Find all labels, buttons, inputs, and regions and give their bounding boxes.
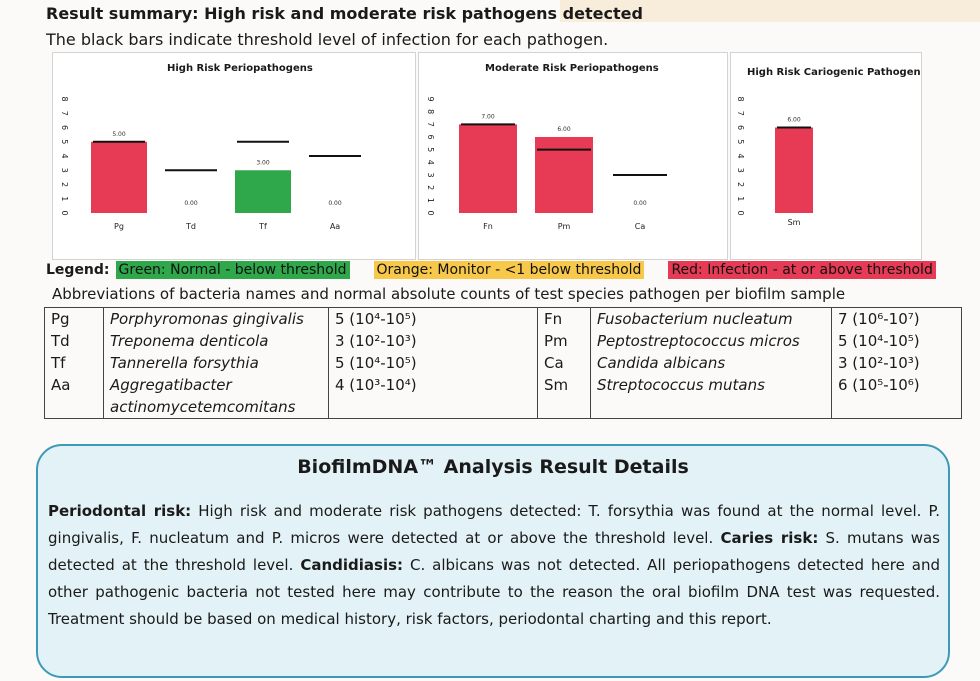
category-label-fn: Fn <box>483 222 493 231</box>
candidiasis-text: C. albicans was not detected. All periopathogens detected here and other pathogenic bacteria not tested here may contribute to the reason the oral biofilm DNA test was requested. Treatment should be based on medical history, risk factors, periodontal charting and this report. <box>48 556 940 628</box>
chart-moderate-risk-periopathogens <box>419 53 727 259</box>
result-summary-heading: Result summary: High risk and moderate risk pathogens detected <box>46 4 643 23</box>
category-label-pg: Pg <box>114 222 124 231</box>
chart-title: High Risk Periopathogens <box>167 63 313 74</box>
count-cell: 7 (10⁶-10⁷) <box>838 310 920 328</box>
chart-title: High Risk Cariogenic Pathogen <box>747 67 921 78</box>
abbr-cell: Tf <box>45 352 104 374</box>
count-cell <box>832 396 962 419</box>
category-label-ca: Ca <box>634 222 646 231</box>
abbr-cell: Aa <box>45 374 104 396</box>
legend-orange: Orange: Monitor - <1 below threshold <box>374 261 645 279</box>
y-tick-label: 4 <box>60 153 69 159</box>
y-tick-label: 6 <box>60 124 69 131</box>
abbr-cell: Pg <box>45 308 104 331</box>
bar-tf <box>235 170 291 213</box>
y-tick-label: 8 <box>736 96 745 102</box>
data-label-tf: 3.00 <box>256 159 270 167</box>
table-row <box>45 396 962 419</box>
bar-pm <box>535 137 593 213</box>
legend-green: Green: Normal - below threshold <box>116 261 350 279</box>
y-tick-label: 1 <box>60 196 69 202</box>
legend-label: Legend: <box>46 262 110 278</box>
count-cell: 4 (10³-10⁴) <box>329 374 538 396</box>
data-label-ca: 0.00 <box>633 200 647 207</box>
abbr-cell: Sm <box>538 374 591 396</box>
y-tick-label: 5 <box>736 139 745 145</box>
species-name-cell: Fusobacterium nucleatum <box>591 308 832 331</box>
analysis-details-box <box>36 444 950 678</box>
y-tick-label: 3 <box>60 167 69 173</box>
species-name-cell: Treponema denticola <box>104 330 329 352</box>
details-body <box>48 498 940 633</box>
category-label-pm: Pm <box>557 222 571 231</box>
data-label-pg: 5.00 <box>112 130 126 138</box>
data-label-sm: 6.00 <box>787 116 801 124</box>
periodontal-risk-text: High risk and moderate risk pathogens detected: T. forsythia was found at the normal level. P. gingivalis, F. nucleatum and P. micros were detected at or above the threshold level. <box>48 502 940 547</box>
y-tick-label: 8 <box>60 96 69 102</box>
count-cell: 3 (10²-10³) <box>838 354 920 372</box>
data-label-pm: 6.00 <box>557 126 571 133</box>
caries-risk-text: S. mutans was detected at the threshold level. <box>48 529 940 574</box>
species-name-cell: actinomycetemcomitans <box>104 396 329 419</box>
chart-panel-moderate-risk-perio <box>418 52 728 260</box>
result-summary-subtitle: The black bars indicate threshold level of infection for each pathogen. <box>46 30 609 49</box>
y-tick-label: 4 <box>736 153 745 159</box>
category-label-td: Td <box>186 222 196 231</box>
caries-risk-label: Caries risk: <box>720 529 819 547</box>
y-tick-label: 1 <box>736 196 745 202</box>
category-label-aa: Aa <box>329 222 341 231</box>
data-label-fn: 7.00 <box>481 113 495 121</box>
chart-title: Moderate Risk Periopathogens <box>485 63 659 74</box>
count-cell: 5 (10⁴-10⁵) <box>329 352 538 374</box>
abbreviations-table <box>44 307 962 419</box>
species-name-cell: Tannerella forsythia <box>104 352 329 374</box>
table-row <box>45 330 962 352</box>
legend <box>46 261 936 279</box>
y-tick-label: 5 <box>426 147 435 153</box>
count-cell: 5 (10⁴-10⁵) <box>838 332 920 350</box>
y-tick-label: 6 <box>736 124 745 131</box>
abbr-cell: Ca <box>538 352 591 374</box>
y-tick-label: 6 <box>426 134 435 140</box>
category-label-tf: Tf <box>259 222 267 231</box>
y-tick-label: 7 <box>736 110 745 116</box>
y-tick-label: 9 <box>426 96 435 102</box>
y-tick-label: 0 <box>60 210 69 216</box>
y-tick-label: 3 <box>426 172 435 178</box>
y-tick-label: 5 <box>60 139 69 145</box>
count-cell: 5 (10⁴-10⁵) <box>329 308 538 331</box>
count-cell: 3 (10²-10³) <box>329 330 538 352</box>
chart-panel-high-risk-perio <box>52 52 416 260</box>
candidiasis-label: Candidiasis: <box>300 556 404 574</box>
species-name-cell: Aggregatibacter <box>104 374 329 396</box>
category-label-sm: Sm <box>787 218 801 227</box>
bar-pg <box>91 142 147 213</box>
abbr-cell <box>45 396 104 419</box>
species-name-cell: Porphyromonas gingivalis <box>104 308 329 331</box>
species-name-cell <box>591 396 832 419</box>
species-name-cell: Candida albicans <box>591 352 832 374</box>
bar-sm <box>775 128 813 214</box>
y-tick-label: 7 <box>60 110 69 116</box>
chart-panel-cariogenic <box>730 52 922 260</box>
y-tick-label: 2 <box>60 181 69 188</box>
count-cell <box>329 396 538 419</box>
table-row <box>45 308 962 331</box>
data-label-td: 0.00 <box>184 200 198 207</box>
y-tick-label: 7 <box>426 121 435 127</box>
table-row <box>45 374 962 396</box>
y-tick-label: 0 <box>736 210 745 216</box>
abbr-cell <box>538 396 591 419</box>
periodontal-risk-label: Periodontal risk: <box>48 502 192 520</box>
y-tick-label: 3 <box>736 167 745 173</box>
abbr-cell: Fn <box>538 308 591 331</box>
species-name-cell: Peptostreptococcus micros <box>591 330 832 352</box>
bar-fn <box>459 124 517 213</box>
details-title: BiofilmDNA™ Analysis Result Details <box>297 456 689 478</box>
y-tick-label: 4 <box>426 159 435 165</box>
y-tick-label: 1 <box>426 197 435 203</box>
species-name-cell: Streptococcus mutans <box>591 374 832 396</box>
abbr-cell: Td <box>45 330 104 352</box>
chart-high-risk-cariogenic <box>731 53 921 259</box>
count-cell: 6 (10⁵-10⁶) <box>838 376 920 394</box>
data-label-aa: 0.00 <box>328 200 342 207</box>
legend-red: Red: Infection - at or above threshold <box>668 261 935 279</box>
chart-high-risk-periopathogens <box>53 53 415 259</box>
abbr-cell: Pm <box>538 330 591 352</box>
y-tick-label: 8 <box>426 109 435 115</box>
y-tick-label: 2 <box>426 185 435 191</box>
y-tick-label: 0 <box>426 210 435 216</box>
table-row <box>45 352 962 374</box>
y-tick-label: 2 <box>736 181 745 188</box>
abbreviations-title: Abbreviations of bacteria names and normal absolute counts of test species pathogen per biofilm sample <box>52 285 846 303</box>
